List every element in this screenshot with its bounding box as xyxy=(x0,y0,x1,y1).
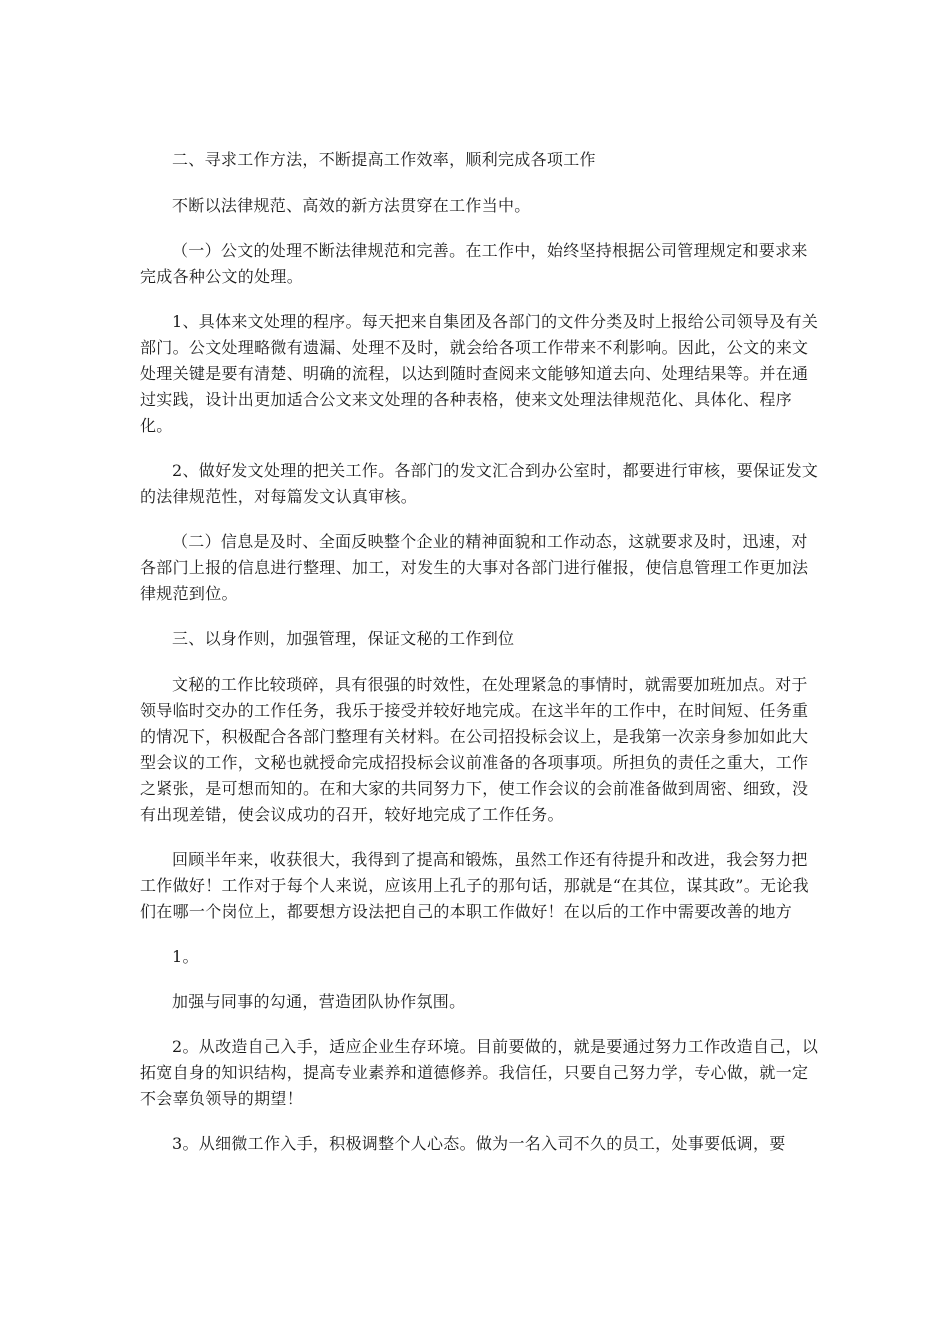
list-number: 1。 xyxy=(172,947,199,966)
paragraph: 不断以法律规范、高效的新方法贯穿在工作当中。 xyxy=(172,196,531,215)
paragraph: 加强与同事的勾通，营造团队协作氛围。 xyxy=(172,992,466,1011)
paragraph: 1、具体来文处理的程序。每天把来自集团及各部门的文件分类及时上报给公司领导及有关部门。公文处理略微有遗漏、处理不及时，就会给各项工作带来不利影响。因此，公文的来文处理关键是要有清楚、明确的流程，以达到随时查阅来文能够知道去向、处理结果等。并在通过实践，设计出更加适合公文来文处理的各种表格，使来文处理法律规范化、具体化、程序化。 xyxy=(140,312,819,435)
section-heading-3: 三、以身作则，加强管理，保证文秘的工作到位 xyxy=(172,629,515,648)
paragraph: （二）信息是及时、全面反映整个企业的精神面貌和工作动态，这就要求及时，迅速，对各部门上报的信息进行整理、加工，对发生的大事对各部门进行催报，使信息管理工作更加法律规范到位。 xyxy=(140,532,809,603)
paragraph: 回顾半年来，收获很大，我得到了提高和锻炼，虽然工作还有待提升和改进，我会努力把工作做好！工作对于每个人来说，应该用上孔子的那句话，那就是“在其位，谋其政”。无论我们在哪一个岗位上，都要想方设法把自己的本职工作做好！在以后的工作中需要改善的地方 xyxy=(140,850,809,921)
section-heading-2: 二、寻求工作方法，不断提高工作效率，顺利完成各项工作 xyxy=(172,150,596,169)
paragraph: 文秘的工作比较琐碎，具有很强的时效性，在处理紧急的事情时，就需要加班加点。对于领导临时交办的工作任务，我乐于接受并较好地完成。在这半年的工作中，在时间短、任务重的情况下，积极配合各部门整理有关材料。在公司招投标会议上，是我第一次亲身参加如此大型会议的工作，文秘也就授命完成招投标会议前准备的各项事项。所担负的责任之重大，工作之紧张，是可想而知的。在和大家的共同努力下，使工作会议的会前准备做到周密、细致，没有出现差错，使会议成功的召开，较好地完成了工作任务。 xyxy=(140,675,809,824)
paragraph: 2、做好发文处理的把关工作。各部门的发文汇合到办公室时，都要进行审核，要保证发文的法律规范性，对每篇发文认真审核。 xyxy=(140,461,819,506)
paragraph: 2。从改造自己入手，适应企业生存环境。目前要做的，就是要通过努力工作改造自己，以拓宽自身的知识结构，提高专业素养和道德修养。我信任，只要自己努力学，专心做，就一定不会辜负领导的期望！ xyxy=(140,1037,819,1108)
document-body xyxy=(140,147,820,1176)
paragraph: 3。从细微工作入手，积极调整个人心态。做为一名入司不久的员工，处事要低调，要 xyxy=(172,1134,786,1153)
paragraph: （一）公文的处理不断法律规范和完善。在工作中，始终坚持根据公司管理规定和要求来完成各种公文的处理。 xyxy=(140,241,808,286)
